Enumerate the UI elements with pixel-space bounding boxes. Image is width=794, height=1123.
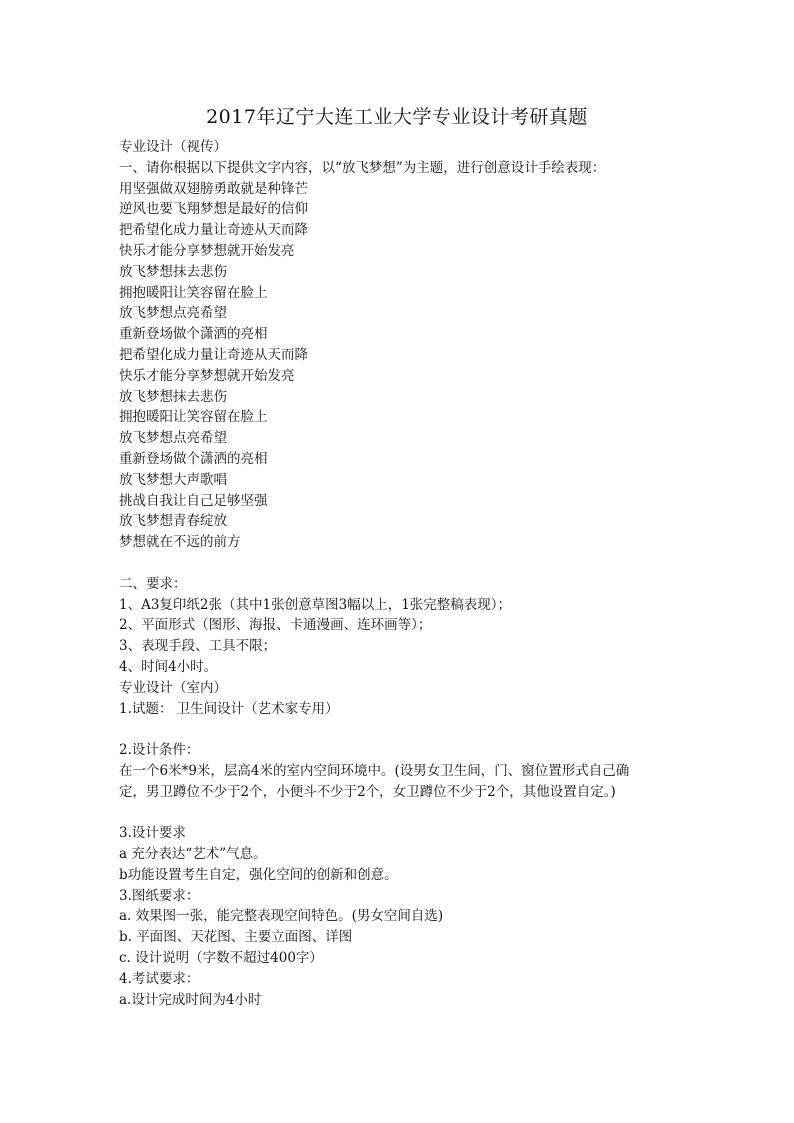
lyric-line: 用坚强做双翅膀勇敢就是种锋芒 (119, 180, 308, 197)
drawing-requirement-item: a. 效果图一张，能完整表现空间特色。(男女空间自选) (119, 908, 444, 925)
lyric-line: 重新登场做个潇洒的亮相 (119, 326, 268, 343)
exam-requirement-item: a.设计完成时间为4小时 (119, 991, 262, 1008)
section-heading-interior: 专业设计（室内） (119, 679, 227, 696)
design-requirement-item: a 充分表达“艺术”气息。 (119, 846, 267, 863)
drawing-requirements-heading: 3.图纸要求： (119, 887, 200, 904)
blank-line (119, 719, 679, 740)
blank-line (119, 553, 679, 574)
blank-line (119, 803, 679, 824)
lyric-line: 把希望化成力量让奇迹从天而降 (119, 346, 308, 363)
design-requirements-heading: 3.设计要求 (119, 825, 186, 842)
lyric-line: 放飞梦想点亮希望 (119, 430, 227, 447)
document-body (119, 137, 679, 1010)
requirement-item: 3、表现手段、工具不限； (119, 638, 277, 655)
exam-requirements-heading: 4.考试要求： (119, 970, 200, 987)
lyric-line: 拥抱暖阳让笑容留在脸上 (119, 409, 268, 426)
lyric-line: 放飞梦想大声歌唱 (119, 471, 227, 488)
lyric-line: 逆风也要飞翔梦想是最好的信仰 (119, 201, 308, 218)
lyric-line: 放飞梦想抹去悲伤 (119, 388, 227, 405)
lyric-line: 挑战自我让自己足够坚强 (119, 492, 268, 509)
requirement-item: 1、A3复印纸2张（其中1张创意草图3幅以上，1张完整稿表现）； (119, 596, 512, 613)
lyric-line: 重新登场做个潇洒的亮相 (119, 450, 268, 467)
lyric-line: 快乐才能分享梦想就开始发亮 (119, 242, 295, 259)
question-one: 一、请你根据以下提供文字内容，以“放飞梦想”为主题，进行创意设计手绘表现： (119, 159, 606, 176)
requirement-item: 2、平面形式（图形、海报、卡通漫画、连环画等）； (119, 617, 432, 634)
lyric-line: 梦想就在不远的前方 (119, 534, 241, 551)
drawing-requirement-item: c. 设计说明（字数不超过400字） (119, 950, 323, 967)
design-conditions-text: 定，男卫蹲位不少于2个，小便斗不少于2个，女卫蹲位不少于2个，其他设置自定。) (119, 783, 616, 800)
requirement-item: 4、时间4小时。 (119, 658, 218, 675)
requirements-heading: 二、要求： (119, 575, 187, 592)
design-conditions-heading: 2.设计条件： (119, 742, 200, 759)
design-conditions-text: 在一个6米*9米，层高4米的室内空间环境中。(设男女卫生间，门、窗位置形式自己确 (119, 762, 630, 779)
section-heading-visual-communication: 专业设计（视传） (119, 139, 227, 155)
lyric-line: 拥抱暖阳让笑容留在脸上 (119, 284, 268, 301)
lyric-line: 把希望化成力量让奇迹从天而降 (119, 222, 308, 239)
design-requirement-item: b功能设置考生自定，强化空间的创新和创意。 (119, 866, 398, 883)
lyric-line: 快乐才能分享梦想就开始发亮 (119, 367, 295, 384)
lyric-line: 放飞梦想青春绽放 (119, 513, 227, 530)
page-title: 2017年辽宁大连工业大学专业设计考研真题 (206, 106, 588, 128)
drawing-requirement-item: b. 平面图、天花图、主要立面图、详图 (119, 929, 353, 946)
exam-question: 1.试题： 卫生间设计（艺术家专用） (119, 700, 339, 717)
lyric-line: 放飞梦想抹去悲伤 (119, 263, 227, 280)
lyric-line: 放飞梦想点亮希望 (119, 305, 227, 322)
